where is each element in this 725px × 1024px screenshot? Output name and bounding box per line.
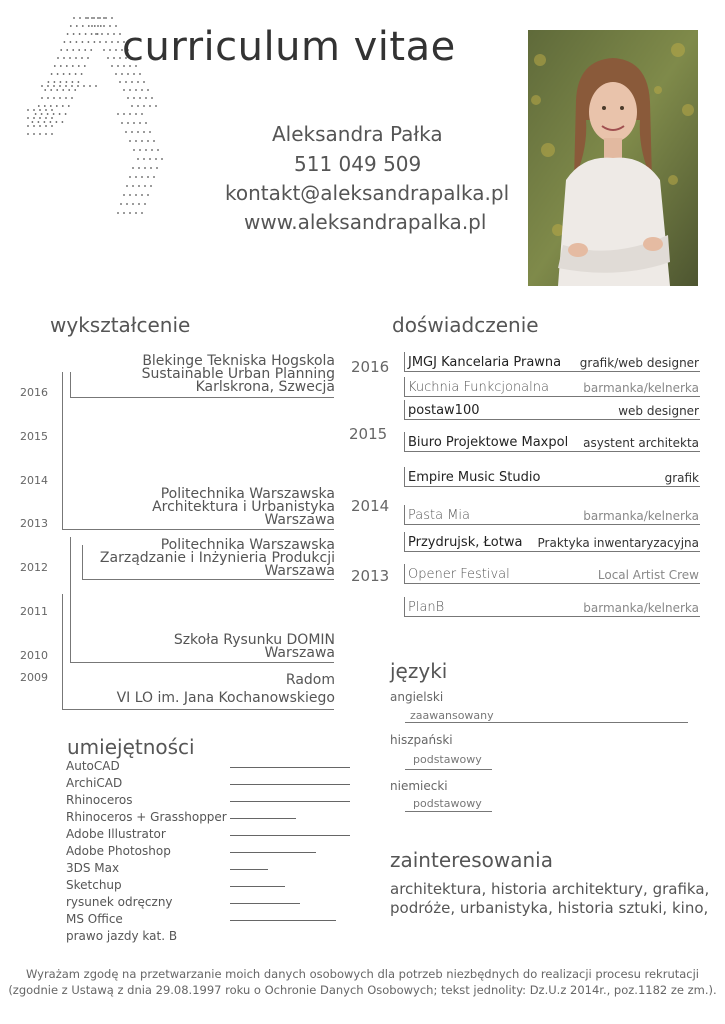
skill-level-bar — [230, 903, 300, 904]
education-entry: Radom VI LO im. Jana Kochanowskiego — [116, 672, 335, 706]
skill-level-bar — [230, 818, 296, 819]
skill-level-bar — [230, 801, 350, 802]
experience-entry: Kuchnia Funkcjonalna barmanka/kelnerka — [404, 377, 700, 397]
education-year: 2012 — [20, 561, 48, 574]
skill-level-bar — [230, 920, 336, 921]
skill-name: prawo jazdy kat. B — [66, 929, 178, 943]
language-level-line — [405, 811, 492, 812]
education-year: 2011 — [20, 605, 48, 618]
education-entry: Politechnika Warszawska Architektura i Urbanistyka Warszawa — [152, 486, 335, 528]
education-heading: wykształcenie — [50, 313, 191, 337]
contact-phone: 511 049 509 — [294, 152, 422, 176]
experience-entry: postaw100 web designer — [404, 400, 700, 420]
education-entry: Szkoła Rysunku DOMIN Warszawa — [173, 632, 335, 661]
education-entry: Politechnika Warszawska Zarządzanie i Inżynieria Produkcji Warszawa — [99, 537, 335, 579]
skill-level-bar — [230, 869, 268, 870]
skill-name: 3DS Max — [66, 861, 120, 875]
education-timeline-line — [82, 545, 83, 580]
experience-year: 2015 — [349, 425, 388, 443]
education-timeline-line — [62, 709, 334, 710]
page-title: curriculum vitae — [122, 24, 456, 70]
skill-level-bar — [230, 767, 350, 768]
education-year: 2009 — [20, 671, 48, 684]
language-level: zaawansowany — [410, 709, 494, 722]
contact-website[interactable]: www.aleksandrapalka.pl — [244, 210, 487, 234]
skill-name: Rhinoceros + Grasshopper — [66, 810, 227, 824]
language-level: podstawowy — [413, 797, 482, 810]
profile-photo — [528, 30, 698, 286]
languages-heading: języki — [390, 659, 448, 683]
education-timeline-line — [62, 372, 63, 530]
experience-entry: Opener Festival Local Artist Crew — [404, 564, 700, 584]
experience-year: 2014 — [351, 497, 390, 515]
skill-name: Adobe Illustrator — [66, 827, 166, 841]
education-timeline-line — [62, 529, 334, 530]
language-level: podstawowy — [413, 753, 482, 766]
experience-entry: Pasta Mia barmanka/kelnerka — [404, 505, 700, 525]
skill-level-bar — [230, 835, 350, 836]
skill-level-bar — [230, 852, 316, 853]
education-timeline-line — [62, 594, 63, 710]
skill-name: Adobe Photoshop — [66, 844, 171, 858]
contact-name: Aleksandra Pałka — [272, 122, 443, 146]
language-name: angielski — [390, 690, 444, 704]
skill-name: Rhinoceros — [66, 793, 133, 807]
experience-entry: Przydrujsk, Łotwa Praktyka inwentaryzacyjna — [404, 532, 700, 552]
skill-name: MS Office — [66, 912, 123, 926]
education-year: 2014 — [20, 474, 48, 487]
education-timeline-line — [70, 537, 71, 663]
experience-entry: Biuro Projektowe Maxpol asystent architekta — [404, 432, 700, 452]
education-year: 2015 — [20, 430, 48, 443]
interests-text: architektura, historia architektury, grafika, podróże, urbanistyka, historia sztuki, kino, — [390, 880, 710, 917]
education-year: 2016 — [20, 386, 48, 399]
skill-name: rysunek odręczny — [66, 895, 173, 909]
skill-level-bar — [230, 784, 350, 785]
experience-year: 2013 — [351, 567, 390, 585]
contact-email[interactable]: kontakt@aleksandrapalka.pl — [225, 181, 510, 205]
education-timeline-line — [70, 372, 71, 398]
education-timeline-line — [82, 579, 334, 580]
language-name: niemiecki — [390, 779, 448, 793]
skill-name: ArchiCAD — [66, 776, 123, 790]
experience-entry: Empire Music Studio grafik — [404, 467, 700, 487]
experience-entry: PlanB barmanka/kelnerka — [404, 597, 700, 617]
education-year: 2013 — [20, 517, 48, 530]
language-name: hiszpański — [390, 733, 453, 747]
education-timeline-line — [70, 662, 334, 663]
skill-name: Sketchup — [66, 878, 122, 892]
education-timeline-line — [70, 397, 334, 398]
experience-year: 2016 — [351, 358, 390, 376]
interests-heading: zainteresowania — [390, 848, 553, 872]
skills-heading: umiejętności — [67, 735, 195, 759]
skill-level-bar — [230, 886, 285, 887]
language-level-line — [405, 769, 492, 770]
skill-name: AutoCAD — [66, 759, 120, 773]
education-entry: Blekinge Tekniska Hogskola Sustainable Urban Planning Karlskrona, Szwecja — [141, 353, 335, 395]
experience-entry: JMGJ Kancelaria Prawna grafik/web designer — [404, 352, 700, 372]
education-year: 2010 — [20, 649, 48, 662]
language-level-line — [405, 722, 688, 723]
experience-heading: doświadczenie — [392, 313, 539, 337]
gdpr-consent: Wyrażam zgodę na przetwarzanie moich danych osobowych dla potrzeb niezbędnych do realizacji procesu rekrutacji (zgodnie z Ustawą z dnia 29.08.1997 roku o Ochronie Danych Osobowych; tekst jednolity: Dz.U.z 2014r., poz.1182 ze zm.). — [8, 967, 717, 997]
